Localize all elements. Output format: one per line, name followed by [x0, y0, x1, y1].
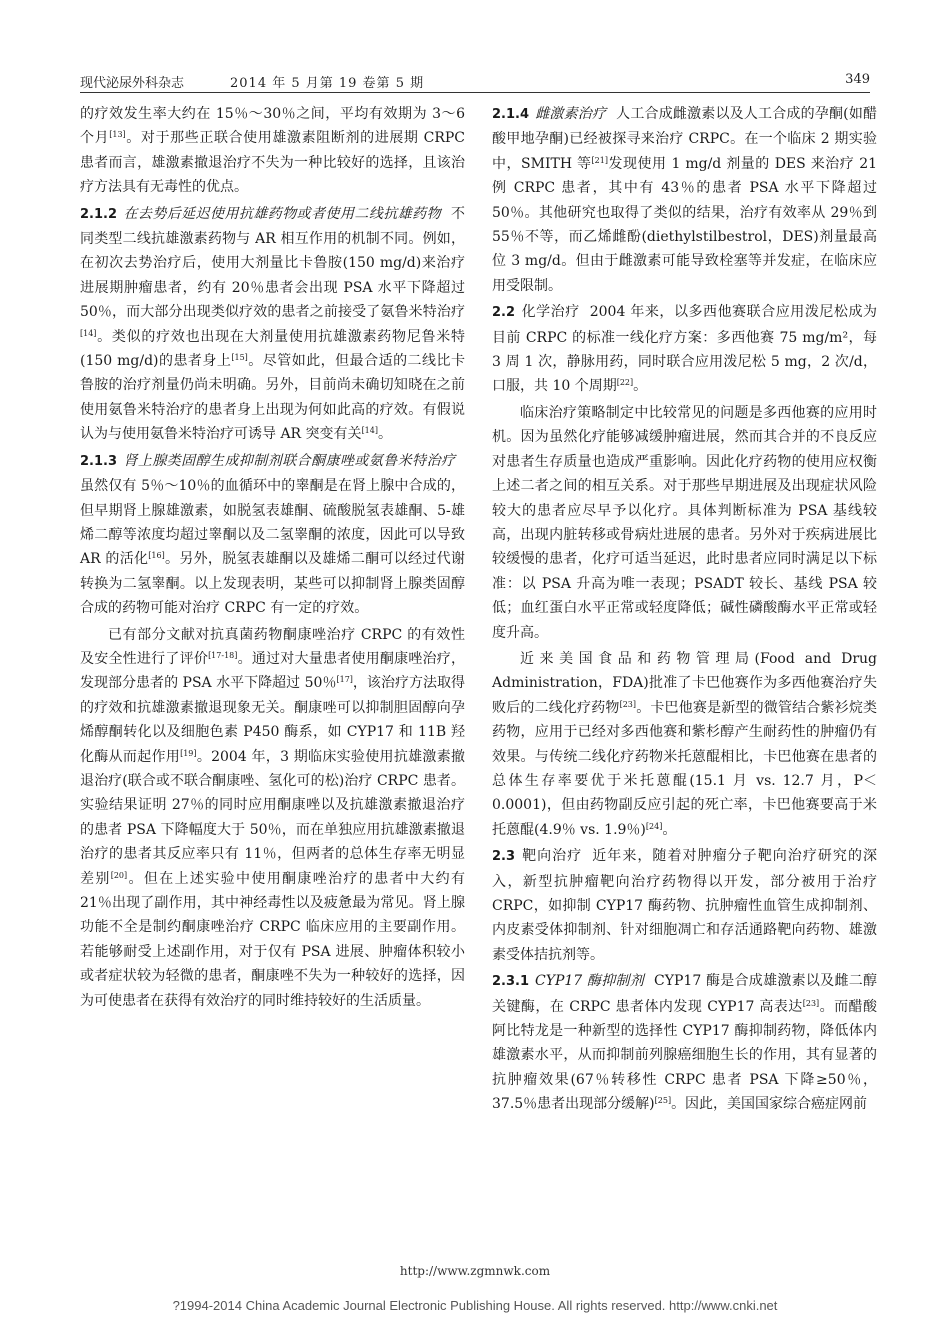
- footer-url[interactable]: http://www.zgmnwk.com: [399, 1264, 551, 1278]
- copyright-notice: ?1994-2014 China Academic Journal Electronic Publishing House. All rights reserved. http://www.cnki.net: [172, 1298, 778, 1313]
- citation-ref[interactable]: [20]: [110, 870, 128, 880]
- section-title: 靶向治疗: [521, 848, 583, 865]
- section-2-3-1: 2.3.1 CYP17 酶抑制剂 CYP17 酶是合成雄激素以及雌二醇关键酶，在 CRPC 患者体内发现 CYP17 高表达[23]。而醋酸阿比特龙是一种新型的选择性 CYP17 酶抑制药物，降低体内雄激素水平，从而抑制前列腺癌细胞生长的作用，其有显著的抗肿瘤效果(67％转移性 CRPC 患者 PSA 下降≥50％，37.5％患者出现部分缓解)[25]。因此，美国国家综合癌症网前: [492, 973, 878, 1113]
- citation-ref[interactable]: [22]: [616, 378, 634, 388]
- citation-ref[interactable]: [13]: [109, 130, 126, 140]
- section-2-1-2: 2.1.2 在去势后延迟使用抗雄药物或者使用二线抗雄药物 不同类型二线抗雄激素药物与 AR 相互作用的机制不同。例如，在初次去势治疗后，使用大剂量比卡鲁胺(150 mg/d)来治疗进展期肿瘤患者，约有 20％患者会出现 PSA 水平下降超过 50％，而大部分出现类似疗效的患者之前接受了氨鲁米特治疗[14]。类似的疗效也出现在大剂量使用抗雄激素药物尼鲁米特(150 mg/d)的患者身上[15]。尽管如此，但最合适的二线比卡鲁胺的治疗剂量仍尚未明确。另外，目前尚未确切知晓在之前使用氨鲁米特治疗的患者身上出现为何如此高的疗效。有假说认为与使用氨鲁米特治疗可诱导 AR 突变有关[14]。: [80, 205, 465, 443]
- section-title: 在去势后延迟使用抗雄药物或者使用二线抗雄药物: [123, 205, 441, 222]
- citation-ref[interactable]: [15]: [231, 353, 248, 363]
- issue-info: 2014 年 5 月第 19 卷第 5 期: [230, 76, 425, 91]
- section-title: 化学治疗: [521, 304, 580, 321]
- section-number: 2.2: [492, 305, 516, 321]
- section-title: 雌激素治疗: [535, 106, 607, 122]
- section-2-3: 2.3 靶向治疗 近年来，随着对肿瘤分子靶向治疗研究的深入，新型抗肿瘤靶向治疗药物得以开发，部分被用于治疗 CRPC，如抑制 CYP17 酶药物、抗肿瘤性血管生成抑制剂、内皮素受体抑制剂、针对细胞凋亡和存活通路靶向药物、雄激素受体拮抗剂等。: [492, 848, 878, 963]
- right-column: [492, 102, 877, 1117]
- citation-ref[interactable]: [16]: [148, 551, 165, 561]
- citation-ref[interactable]: [17]: [336, 675, 353, 685]
- section-number: 2.1.3: [80, 453, 118, 469]
- citation-ref[interactable]: [21]: [591, 155, 608, 165]
- section-title: CYP17 酶抑制剂: [535, 973, 645, 990]
- left-column: [80, 102, 465, 1013]
- section-number: 2.3: [492, 849, 516, 865]
- paragraph: 临床治疗策略制定中比较常见的问题是多西他赛的应用时机。因为虽然化疗能够减缓肿瘤进展，然而其合并的不良反应对患者生存质量也造成严重影响。因此化疗药物的使用应权衡上述二者之间的相互关系。对于那些早期进展及出现症状风险较大的患者应尽早予以化疗。具体判断标准为 PSA 基线较高，出现内脏转移或骨病灶进展的患者。另外对于疾病进展比较缓慢的患者，化疗可适当延迟，此时患者应同时满足以下标准：以 PSA 升高为唯一表现；PSADT 较长、基线 PSA 较低；血红蛋白水平正常或轻度降低；碱性磷酸酶水平正常或轻度升高。: [492, 404, 877, 641]
- citation-ref[interactable]: [25]: [654, 1096, 672, 1106]
- paragraph: 的疗效发生率大约在 15％～30％之间，平均有效期为 3～6 个月[13]。对于那些正联合使用雄激素阻断剂的进展期 CRPC 患者而言，雄激素撤退治疗不失为一种比较好的选择，且该治疗方法具有无毒性的优点。: [80, 106, 465, 196]
- section-number: 2.3.1: [492, 974, 530, 990]
- section-number: 2.1.2: [80, 206, 118, 222]
- journal-name: 现代泌尿外科杂志: [80, 76, 185, 91]
- section-2-1-4: 2.1.4 雌激素治疗 人工合成雌激素以及人工合成的孕酮(如醋酸甲地孕酮)已经被探寻来治疗 CRPC。在一个临床 2 期实验中，SMITH 等[21]发现使用 1 mg/d 剂量的 DES 来治疗 21 例 CRPC 患者，其中有 43％的患者 PSA 水平下降超过 50％。其他研究也取得了类似的结果，治疗有效率从 29％到 55％不等，而乙烯雌酚(diethylstilbestrol，DES)剂量最高位 3 mg/d。但由于雌激素可能导致栓塞等并发症，在临床应用受限制。: [492, 106, 878, 294]
- citation-ref[interactable]: [19]: [180, 748, 197, 758]
- section-number: 2.1.4: [492, 107, 530, 122]
- running-header: [80, 70, 870, 93]
- citation-ref[interactable]: [24]: [645, 821, 663, 831]
- section-2-2: 2.2 化学治疗 2004 年来，以多西他赛联合应用泼尼松成为目前 CRPC 的标准一线化疗方案：多西他赛 75 mg/m²，每 3 周 1 次，静脉用药，同时联合应用泼尼松 5 mg，2 次/d，口服，共 10 个周期[22]。: [492, 304, 878, 395]
- citation-ref[interactable]: [23]: [802, 998, 820, 1008]
- paragraph: 近来美国食品和药物管理局(Food and Drug Administration，FDA)批准了卡巴他赛作为多西他赛治疗失败后的二线化疗药物[23]。卡巴他赛是新型的微管结合紫衫烷类药物，应用于已经对多西他赛和紫杉醇产生耐药性的肿瘤仍有效果。与传统二线化疗药物米托蒽醌相比，卡巴他赛在患者的总体生存率要优于米托蒽醌(15.1 月 vs. 12.7 月，P＜0.0001)，但由药物副反应引起的死亡率，卡巴他赛要高于米托蒽醌(4.9％ vs. 1.9％)[24]。: [492, 650, 878, 838]
- section-2-1-3: 2.1.3 肾上腺类固醇生成抑制剂联合酮康唑或氨鲁米特治疗虽然仅有 5％～10％的血循环中的睾酮是在肾上腺中合成的，但早期肾上腺雄激素，如脱氢表雄酮、硫酸脱氢表雄酮、5-雄烯二醇等浓度均超过睾酮以及二氢睾酮的浓度，因此可以导致 AR 的活化[16]。另外，脱氢表雄酮以及雄烯二酮可以经过代谢转换为二氢睾酮。以上发现表明，某些可以抑制肾上腺类固醇合成的药物可能对治疗 CRPC 有一定的疗效。: [80, 452, 465, 617]
- citation-ref[interactable]: [17-18]: [208, 650, 238, 660]
- citation-ref[interactable]: [14]: [80, 328, 97, 338]
- citation-ref[interactable]: [23]: [619, 699, 637, 709]
- page-number: 349: [845, 72, 870, 87]
- citation-ref[interactable]: [14]: [361, 426, 378, 436]
- paragraph: 已有部分文献对抗真菌药物酮康唑治疗 CRPC 的有效性及安全性进行了评价[17-18]。通过对大量患者使用酮康唑治疗，发现部分患者的 PSA 水平下降超过 50％[17]，该治疗方法取得的疗效和抗雄激素撤退现象无关。酮康唑可以抑制胆固醇向孕烯醇酮转化以及细胞色素 P450 酶系，如 CYP17 和 11B 羟化酶从而起作用[19]。2004 年，3 期临床实验使用抗雄激素撤退治疗(联合或不联合酮康唑、氢化可的松)治疗 CRPC 患者。实验结果证明 27％的同时应用酮康唑以及抗雄激素撤退治疗的患者 PSA 下降幅度大于 50％，而在单独应用抗雄激素撤退治疗的患者其反应率只有 11％，但两者的总体生存率无明显差别[20]。但在上述实验中使用酮康唑治疗的患者中大约有 21％出现了副作用，其中神经毒性以及疲惫最为常见。肾上腺功能不全是制约酮康唑治疗 CRPC 临床应用的主要副作用。若能够耐受上述副作用，对于仅有 PSA 进展、肿瘤体积较小或者症状较为轻微的患者，酮康唑不失为一种较好的选择，因为可使患者在获得有效治疗的同时维持较好的生活质量。: [80, 626, 466, 1009]
- section-title: 肾上腺类固醇生成抑制剂联合酮康唑或氨鲁米特治疗: [123, 452, 455, 469]
